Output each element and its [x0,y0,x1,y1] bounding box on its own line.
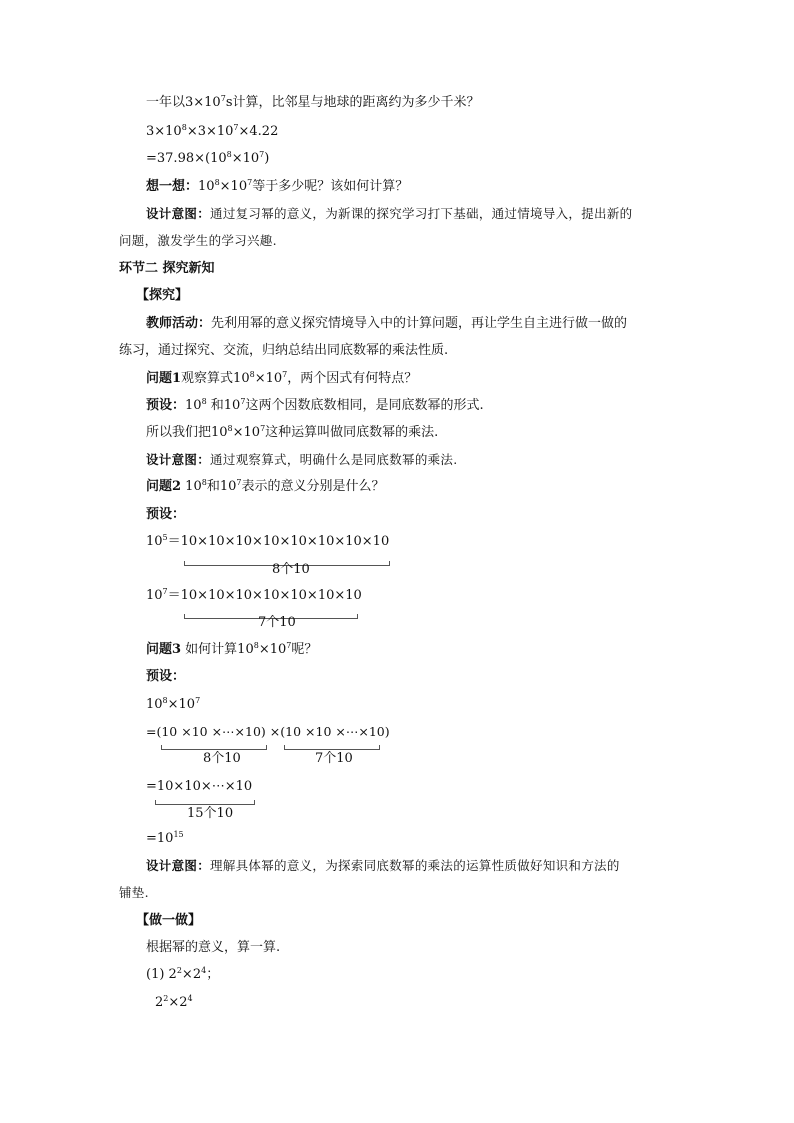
calc-line: $10^8\times 10^7$ [146,696,201,712]
teacher-activity-cont: 练习，通过探究、交流，归纳总结出同底数幂的乘法性质. [119,343,449,358]
exercise-1-work: $2^2\times 2^4$ [155,994,193,1010]
equation-2: $10^7=10\times 10\times 10\times 10\times 10\times 10\times 10$ [146,587,362,603]
underbrace [155,800,255,805]
brace-label: 8个10 [272,562,310,577]
brace-label: 7个10 [315,751,353,766]
equation-1: $10^5=10\times 10\times 10\times 10\times 10\times 10\times 10\times 10$ [146,533,390,549]
text-line: 根据幂的意义，算一算. [146,940,281,955]
design-intent: 设计意图：通过复习幂的意义，为新课的探究学习打下基础，通过情境导入，提出新的 [146,206,633,221]
calc-line: $=10^{15}$ [146,830,184,846]
section-heading: 环节二 探究新知 [119,261,215,276]
design-intent-cont: 问题，激发学生的学习兴趣. [119,233,277,248]
brace-label: 8个10 [203,751,241,766]
think-line: 想一想：$10^8\times 10^7$等于多少呢？该如何计算？ [146,178,409,194]
exercise-1: (1) $2^2\times 2^4$； [146,966,220,982]
question-1: 问题1观察算式$10^8\times 10^7$，两个因式有何特点？ [146,370,418,386]
text-line: 所以我们把$10^8\times 10^7$这种运算叫做同底数幂的乘法. [146,424,439,440]
design-intent: 设计意图：理解具体幂的意义，为探索同底数幂的乘法的运算性质做好知识和方法的 [146,858,620,873]
underbrace [161,745,267,750]
preset-3-label: 预设： [146,669,186,684]
brace-label: 15个10 [187,806,234,821]
doit-heading: 【做一做】 [136,913,202,928]
preset-1: 预设：$10^8$ 和$10^7$这两个因数底数相同，是同底数幂的形式. [146,397,484,413]
text-line: $3\times 10^8\times 3\times 10^7\times 4.22$ [146,123,279,139]
text-line: $=37.98\times(10^8\times 10^7)$ [146,150,270,166]
design-intent-cont: 铺垫. [119,885,149,900]
calc-line: =(10 ×10 ×⋯×10) ×(10 ×10 ×⋯×10) [146,724,390,739]
explore-heading: 【探究】 [136,288,189,303]
question-2: 问题2 $10^8$和$10^7$表示的意义分别是什么？ [146,478,385,494]
question-3: 问题3 如何计算$10^8\times 10^7$呢？ [146,641,318,657]
teacher-activity: 教师活动：先利用幂的意义探究情境导入中的计算问题，再让学生自主进行做一做的 [146,316,628,331]
underbrace [284,745,380,750]
calc-line: =10×10×⋯×10 [146,779,253,794]
brace-label: 7个10 [258,615,296,630]
text-line: 一年以$3\times 10^7s$计算，比邻星与地球的距离约为多少千米？ [146,94,480,110]
design-intent: 设计意图：通过观察算式，明确什么是同底数幂的乘法. [146,452,458,467]
preset-2-label: 预设： [146,507,186,522]
